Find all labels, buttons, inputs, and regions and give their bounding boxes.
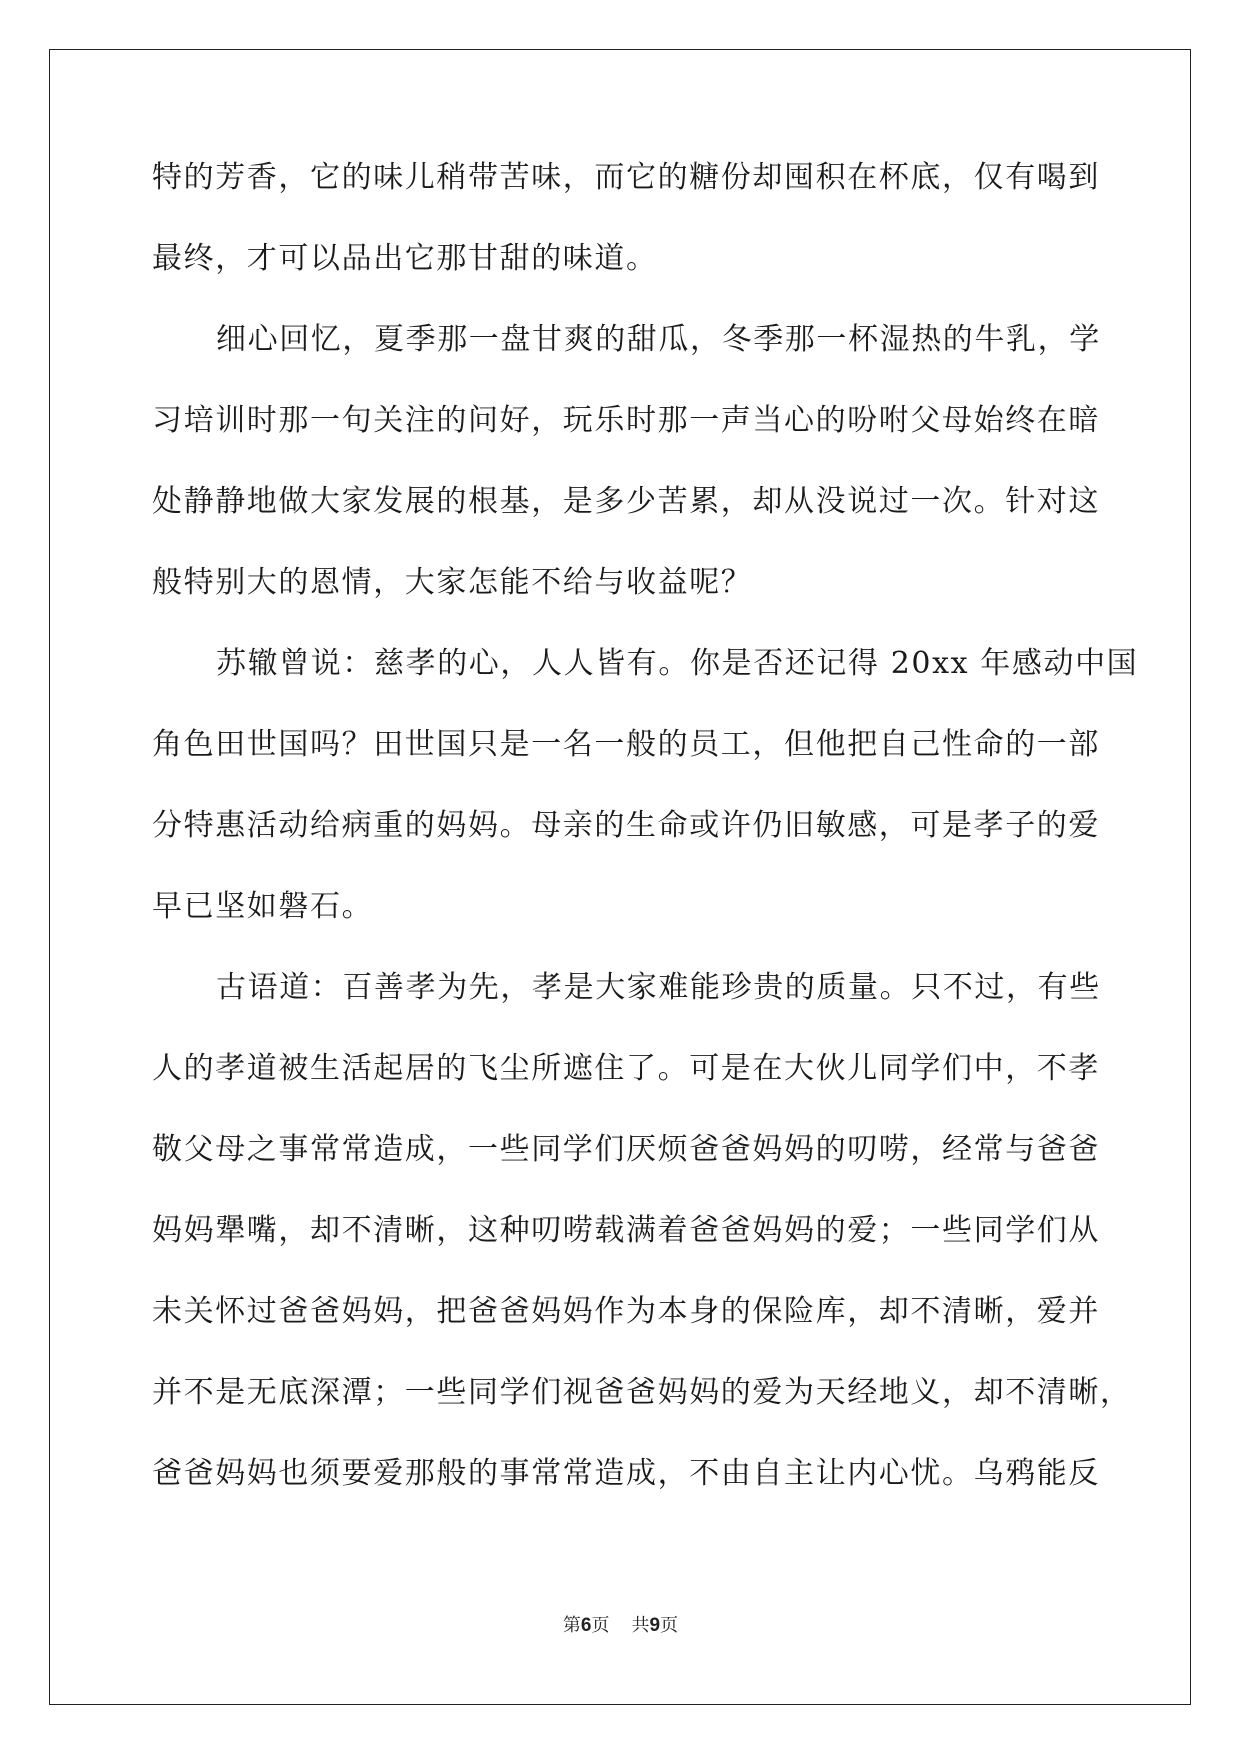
text-line: 并不是无底深潭；一些同学们视爸爸妈妈的爱为天经地义，却不清晰，	[152, 1375, 1132, 1410]
text-line: 处静静地做大家发展的根基，是多少苦累，却从没说过一次。针对这	[152, 484, 1100, 519]
text-line: 未关怀过爸爸妈妈，把爸爸妈妈作为本身的保险库，却不清晰，爱并	[152, 1294, 1100, 1329]
text-line: 般特别大的恩情，大家怎能不给与收益呢？	[152, 565, 753, 600]
paragraph-start-line: 苏辙曾说：慈孝的心，人人皆有。你是否还记得 20xx 年感动中国	[216, 646, 1139, 681]
total-page-number: 9	[649, 1615, 661, 1636]
paragraph-start-line: 古语道：百善孝为先，孝是大家难能珍贵的质量。只不过，有些	[216, 970, 1101, 1005]
page-suffix: 页	[591, 1615, 610, 1636]
total-prefix: 共	[631, 1615, 650, 1636]
text-line: 人的孝道被生活起居的飞尘所遮住了。可是在大伙儿同学们中，不孝	[152, 1051, 1100, 1086]
paragraph-start-line: 细心回忆，夏季那一盘甘爽的甜瓜，冬季那一杯湿热的牛乳，学	[216, 322, 1101, 357]
text-line: 敬父母之事常常造成，一些同学们厌烦爸爸妈妈的叨唠，经常与爸爸	[152, 1132, 1100, 1167]
text-line: 爸爸妈妈也须要爱那般的事常常造成，不由自主让内心忧。乌鸦能反	[152, 1456, 1100, 1491]
text-line: 角色田世国吗？田世国只是一名一般的员工，但他把自己性命的一部	[152, 727, 1100, 762]
text-line: 最终，才可以品出它那甘甜的味道。	[152, 241, 658, 276]
text-line: 妈妈犟嘴，却不清晰，这种叨唠载满着爸爸妈妈的爱；一些同学们从	[152, 1213, 1100, 1248]
text-line: 分特惠活动给病重的妈妈。母亲的生命或许仍旧敏感，可是孝子的爱	[152, 808, 1100, 843]
text-line: 早已坚如磐石。	[152, 889, 374, 924]
total-suffix: 页	[660, 1615, 679, 1636]
current-page-number: 6	[580, 1615, 592, 1636]
text-line: 特的芳香，它的味儿稍带苦味，而它的糖份却囤积在杯底，仅有喝到	[152, 160, 1100, 195]
page-prefix: 第	[562, 1615, 581, 1636]
text-line: 习培训时那一句关注的问好，玩乐时那一声当心的吩咐父母始终在暗	[152, 403, 1100, 438]
document-body	[152, 157, 1139, 1534]
page-footer	[0, 1611, 1241, 1637]
